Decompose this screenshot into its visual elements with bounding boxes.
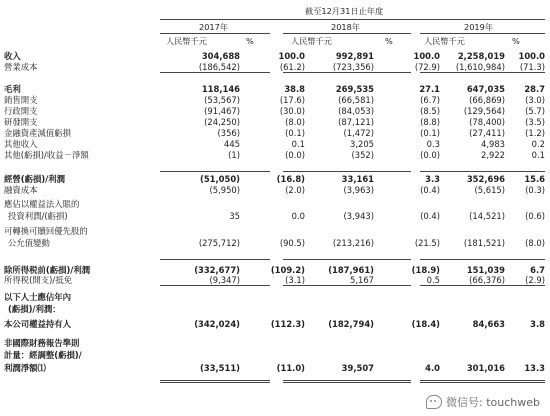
pct-header-2018: % bbox=[385, 36, 393, 46]
amount-cell: 3,205 bbox=[350, 139, 374, 149]
amount-cell: 301,016 bbox=[466, 363, 505, 373]
pct-cell: (3.5) bbox=[525, 117, 545, 127]
double-rule-final-2017 bbox=[160, 380, 270, 383]
rule-under-other-2018 bbox=[283, 171, 411, 172]
amount-cell: 84,663 bbox=[472, 319, 505, 329]
row-label: 以下人士應佔年內 bbox=[4, 292, 71, 302]
row-label: 可轉換可贖回優先股的 bbox=[4, 226, 88, 236]
amount-cell: (66,376) bbox=[469, 275, 505, 285]
pct-cell: (61.2) bbox=[279, 62, 305, 72]
amount-cell: (186,542) bbox=[198, 62, 240, 72]
amount-cell: (87,121) bbox=[338, 117, 374, 127]
pct-cell: 100.0 bbox=[518, 51, 545, 61]
double-rule-final-2019 bbox=[420, 380, 545, 383]
pct-cell: 0.1 bbox=[291, 139, 305, 149]
pct-cell: (3.1) bbox=[285, 275, 305, 285]
year-header-2019: 2019年 bbox=[464, 22, 494, 32]
row-label: 利潤淨額⑴ bbox=[4, 363, 46, 373]
watermark bbox=[426, 394, 540, 410]
pct-cell: 0.3 bbox=[426, 139, 440, 149]
pct-cell: (72.9) bbox=[414, 62, 440, 72]
currency-header-2019: 人民幣千元 bbox=[424, 36, 465, 46]
pct-cell: 4.0 bbox=[425, 363, 440, 373]
amount-cell: (356) bbox=[217, 128, 240, 138]
amount-cell: (187,961) bbox=[328, 265, 374, 275]
pct-cell: (0.4) bbox=[420, 185, 440, 195]
amount-cell: (1,610,984) bbox=[455, 62, 505, 72]
row-label: 經營(虧損)/利潤 bbox=[4, 174, 65, 184]
pct-cell: (17.6) bbox=[279, 95, 305, 105]
row-label: 應佔以權益法入賬的 bbox=[4, 199, 80, 209]
pct-cell: (0.4) bbox=[420, 211, 440, 221]
row-label: 投資利潤/(虧損) bbox=[8, 211, 68, 221]
amount-cell: 35 bbox=[229, 211, 240, 221]
row-label: 公允值變動 bbox=[8, 238, 50, 248]
row-label: 融資成本 bbox=[4, 185, 38, 195]
rule-under-cost-2017 bbox=[160, 72, 270, 73]
row-label: 研發開支 bbox=[4, 117, 38, 127]
rule-under-tax-2019 bbox=[420, 285, 545, 286]
currency-header-2017: 人民幣千元 bbox=[166, 36, 207, 46]
rule-under-tax-2017 bbox=[160, 285, 270, 286]
row-label: 所得税(開支)/抵免 bbox=[4, 275, 72, 285]
pct-cell: (8.8) bbox=[420, 117, 440, 127]
row-label: (虧損)/利潤： bbox=[8, 304, 61, 314]
pct-cell: 15.6 bbox=[524, 174, 545, 184]
pct-cell: (21.5) bbox=[414, 238, 440, 248]
year-rule-2017 bbox=[160, 33, 270, 34]
pct-header-2019: % bbox=[512, 36, 520, 46]
amount-cell: 4,983 bbox=[481, 139, 505, 149]
pct-cell: 13.3 bbox=[524, 363, 545, 373]
pct-cell: (3.0) bbox=[525, 95, 545, 105]
pct-cell: (1.2) bbox=[525, 128, 545, 138]
year-rule-2019 bbox=[420, 33, 545, 34]
amount-cell: (1,472) bbox=[343, 128, 374, 138]
row-label: 其他(虧損)/收益－淨額 bbox=[4, 150, 89, 160]
amount-cell: (66,581) bbox=[338, 95, 374, 105]
amount-cell: 2,922 bbox=[481, 150, 505, 160]
amount-cell: (14,521) bbox=[469, 211, 505, 221]
pct-cell: (0.0) bbox=[420, 150, 440, 160]
amount-cell: (53,567) bbox=[204, 95, 240, 105]
amount-cell: (5,615) bbox=[474, 185, 505, 195]
amount-cell: 269,535 bbox=[335, 84, 374, 94]
amount-cell: (84,053) bbox=[338, 106, 374, 116]
amount-cell: (213,216) bbox=[332, 238, 374, 248]
pct-cell: (18.4) bbox=[411, 319, 440, 329]
pct-cell: (11.0) bbox=[276, 363, 305, 373]
pct-cell: 27.1 bbox=[419, 84, 440, 94]
pct-cell: 100.0 bbox=[413, 51, 440, 61]
amount-cell: (342,024) bbox=[194, 319, 240, 329]
amount-cell: (182,794) bbox=[328, 319, 374, 329]
pct-cell: 38.8 bbox=[284, 84, 305, 94]
amount-cell: 151,039 bbox=[466, 265, 505, 275]
row-label: 除所得税前(虧損)/利潤 bbox=[4, 265, 91, 275]
pct-cell: (109.2) bbox=[270, 265, 305, 275]
amount-cell: 39,507 bbox=[341, 363, 374, 373]
amount-cell: (3,963) bbox=[343, 185, 374, 195]
pct-cell: (0.1) bbox=[420, 128, 440, 138]
pct-cell: 100.0 bbox=[278, 51, 305, 61]
amount-cell: (33,511) bbox=[200, 363, 240, 373]
row-label: 本公司權益持有人 bbox=[4, 319, 71, 329]
row-label: 營業成本 bbox=[4, 62, 38, 72]
row-label: 毛利 bbox=[4, 84, 21, 94]
amount-cell: 5,167 bbox=[350, 275, 374, 285]
rule-under-cost-2018 bbox=[283, 72, 411, 73]
amount-cell: (78,400) bbox=[469, 117, 505, 127]
amount-cell: (66,869) bbox=[469, 95, 505, 105]
year-header-2018: 2018年 bbox=[331, 22, 361, 32]
pct-cell: (8.5) bbox=[420, 106, 440, 116]
pct-cell: (71.3) bbox=[519, 62, 545, 72]
amount-cell: (352) bbox=[351, 150, 374, 160]
amount-cell: (24,250) bbox=[204, 117, 240, 127]
pct-cell: (8.0) bbox=[525, 238, 545, 248]
pct-cell: (5.7) bbox=[525, 106, 545, 116]
rule-under-fv-2017 bbox=[160, 259, 270, 260]
amount-cell: (275,712) bbox=[198, 238, 240, 248]
amount-cell: (5,950) bbox=[209, 185, 240, 195]
amount-cell: 992,891 bbox=[335, 51, 374, 61]
pct-header-2017: % bbox=[246, 36, 254, 46]
pct-cell: (0.0) bbox=[285, 150, 305, 160]
pct-cell: 6.7 bbox=[530, 265, 545, 275]
amount-cell: (3,943) bbox=[343, 211, 374, 221]
rule-under-fv-2018 bbox=[283, 259, 411, 260]
row-label: 行政開支 bbox=[4, 106, 38, 116]
period-header: 截至12月31日止年度 bbox=[305, 6, 384, 16]
amount-cell: (181,521) bbox=[463, 238, 505, 248]
pct-cell: (2.9) bbox=[525, 275, 545, 285]
amount-cell: 445 bbox=[224, 139, 240, 149]
amount-cell: (51,050) bbox=[200, 174, 240, 184]
rule-under-cost-2019 bbox=[420, 72, 545, 73]
pct-cell: 28.7 bbox=[524, 84, 545, 94]
row-label: 金融資產減值虧損 bbox=[4, 128, 71, 138]
pct-cell: (0.6) bbox=[525, 211, 545, 221]
currency-header-2018: 人民幣千元 bbox=[291, 36, 332, 46]
pct-cell: (90.5) bbox=[279, 238, 305, 248]
pct-cell: 0.2 bbox=[531, 139, 545, 149]
pct-cell: (0.3) bbox=[525, 185, 545, 195]
header-rule bbox=[160, 19, 545, 20]
pct-cell: (2.0) bbox=[285, 185, 305, 195]
amount-cell: 304,688 bbox=[201, 51, 240, 61]
double-rule-final-2018 bbox=[283, 380, 411, 383]
row-label: 非國際財務報告準則 bbox=[4, 338, 80, 348]
amount-cell: 647,035 bbox=[466, 84, 505, 94]
pct-cell: 3.8 bbox=[530, 319, 545, 329]
row-label: 計量：經調整(虧損)/ bbox=[4, 350, 82, 360]
pct-cell: 3.3 bbox=[425, 174, 440, 184]
rule-under-other-2017 bbox=[160, 171, 270, 172]
year-rule-2018 bbox=[283, 33, 411, 34]
amount-cell: (332,677) bbox=[194, 265, 240, 275]
amount-cell: (9,347) bbox=[209, 275, 240, 285]
pct-cell: (112.3) bbox=[270, 319, 305, 329]
amount-cell: (91,467) bbox=[204, 106, 240, 116]
pct-cell: (0.1) bbox=[285, 128, 305, 138]
amount-cell: 2,258,019 bbox=[457, 51, 505, 61]
row-label: 其他收入 bbox=[4, 139, 38, 149]
amount-cell: (1) bbox=[228, 150, 240, 160]
wechat-icon bbox=[426, 395, 442, 409]
year-header-2017: 2017年 bbox=[199, 22, 229, 32]
amount-cell: (723,356) bbox=[332, 62, 374, 72]
amount-cell: (129,564) bbox=[463, 106, 505, 116]
pct-cell: 0.0 bbox=[291, 211, 305, 221]
row-label: 銷售開支 bbox=[4, 95, 38, 105]
pct-cell: (16.8) bbox=[276, 174, 305, 184]
pct-cell: (18.9) bbox=[411, 265, 440, 275]
watermark-text: 微信号: touchweb bbox=[446, 396, 540, 409]
amount-cell: 33,161 bbox=[341, 174, 374, 184]
pct-cell: 0.5 bbox=[426, 275, 440, 285]
pct-cell: (6.7) bbox=[420, 95, 440, 105]
row-label: 收入 bbox=[4, 51, 21, 61]
amount-cell: 118,146 bbox=[201, 84, 240, 94]
pct-cell: (8.0) bbox=[285, 117, 305, 127]
amount-cell: (27,411) bbox=[469, 128, 505, 138]
pct-cell: (30.0) bbox=[279, 106, 305, 116]
rule-under-other-2019 bbox=[420, 171, 545, 172]
rule-under-fv-2019 bbox=[420, 259, 545, 260]
rule-under-tax-2018 bbox=[283, 285, 411, 286]
pct-cell: 0.1 bbox=[531, 150, 545, 160]
amount-cell: 352,696 bbox=[466, 174, 505, 184]
